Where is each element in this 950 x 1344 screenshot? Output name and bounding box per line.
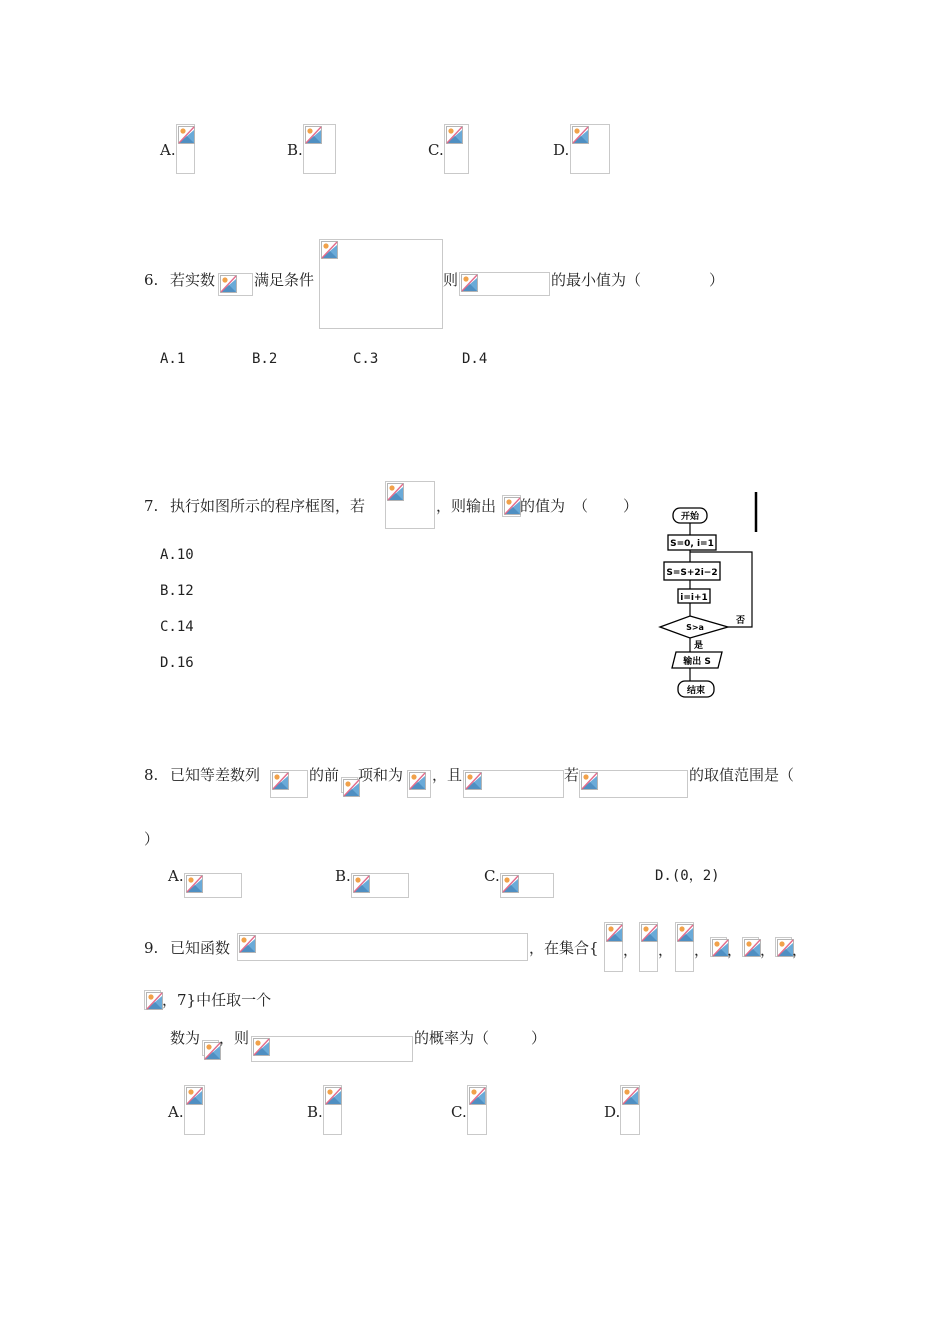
flowchart-update-s-label: S=S+2i−2 <box>666 568 718 578</box>
broken-image-icon <box>353 875 370 893</box>
q9-text-7: ） <box>531 1029 547 1047</box>
broken-image-icon <box>677 924 694 942</box>
broken-image-icon <box>641 924 658 942</box>
q8-text-3: 项和为 <box>358 766 404 784</box>
broken-image-icon <box>502 875 519 893</box>
formula-image <box>184 873 242 898</box>
broken-image-icon <box>461 274 478 292</box>
q8-text-7: ） <box>144 830 160 848</box>
set-element-image <box>144 990 161 1010</box>
q5-option-c: C. <box>428 141 444 159</box>
q9-text-1: 已知函数 <box>170 939 231 957</box>
q6-text-5: ） <box>709 271 725 289</box>
broken-image-icon <box>409 772 426 790</box>
q7-text-1: 执行如图所示的程序框图，若 <box>170 497 366 515</box>
formula-image <box>202 1040 219 1056</box>
formula-image <box>341 777 358 793</box>
q7-number: 7. <box>144 497 159 515</box>
q9-text-4: 数为 <box>170 1029 201 1047</box>
q6-option-b: B.2 <box>252 351 278 367</box>
q8-text-6: 的取值范围是（ <box>689 766 795 784</box>
q9-option-d: D. <box>604 1103 621 1121</box>
flowchart-condition-label: S>a <box>686 623 704 632</box>
broken-image-icon <box>744 939 761 957</box>
set-separator: ， <box>694 941 710 959</box>
broken-image-icon <box>321 241 338 259</box>
formula-image <box>500 873 554 898</box>
q8-text-5: 若 <box>564 766 580 784</box>
formula-image <box>251 1036 413 1062</box>
set-element-image <box>775 937 792 957</box>
broken-image-icon <box>146 992 163 1010</box>
formula-image <box>620 1085 640 1135</box>
q6-text-4: 的最小值为（ <box>551 271 642 289</box>
formula-image <box>218 273 253 296</box>
q9-option-b: B. <box>307 1103 323 1121</box>
broken-image-icon <box>186 875 203 893</box>
q8-text-2: 的前 <box>309 766 340 784</box>
q8-text-1: 已知等差数列 <box>170 766 261 784</box>
function-formula-image <box>237 933 528 961</box>
constraint-system-image <box>319 239 443 329</box>
broken-image-icon <box>186 1087 203 1105</box>
formula-image <box>467 1085 487 1135</box>
formula-image <box>270 770 308 798</box>
formula-image <box>303 124 336 174</box>
q9-option-a: A. <box>168 1103 184 1121</box>
q8-option-b: B. <box>335 867 351 885</box>
set-separator: ， <box>727 941 743 959</box>
formula-image <box>351 873 409 898</box>
flowchart-init-label: S=0, i=1 <box>670 539 714 549</box>
q5-option-a: A. <box>160 141 176 159</box>
formula-image <box>184 1085 205 1135</box>
set-element-image <box>675 922 694 972</box>
broken-image-icon <box>572 126 589 144</box>
set-element-image <box>742 937 759 957</box>
formula-image <box>407 770 431 798</box>
q8-option-a: A. <box>168 867 184 885</box>
broken-image-icon <box>239 935 256 953</box>
broken-image-icon <box>387 483 404 501</box>
q7-option-c: C.14 <box>160 619 194 635</box>
broken-image-icon <box>606 924 623 942</box>
q7-option-d: D.16 <box>160 655 194 671</box>
q9-text-5: ，则 <box>219 1029 250 1047</box>
q9-text-2: ，在集合{ <box>529 939 599 957</box>
set-separator: ， <box>760 941 776 959</box>
flowchart-update-i-label: i=i+1 <box>680 593 708 603</box>
q8-text-4: ，且 <box>432 766 463 784</box>
formula-image <box>444 124 469 174</box>
broken-image-icon <box>581 772 598 790</box>
formula-image <box>463 770 564 798</box>
formula-image <box>176 124 195 174</box>
broken-image-icon <box>253 1038 270 1056</box>
formula-image <box>385 481 435 529</box>
broken-image-icon <box>272 772 289 790</box>
q7-option-b: B.12 <box>160 583 194 599</box>
q9-text-6: 的概率为（ <box>414 1029 490 1047</box>
program-flowchart <box>640 490 765 705</box>
q7-text-2: ，则输出 <box>436 497 497 515</box>
q8-option-c: C. <box>484 867 500 885</box>
flowchart-yes-label: 是 <box>694 641 704 651</box>
formula-image <box>323 1085 342 1135</box>
q9-text-3: ，7}中任取一个 <box>162 991 272 1009</box>
q6-option-a: A.1 <box>160 351 186 367</box>
q6-option-d: D.4 <box>462 351 488 367</box>
set-element-image <box>710 937 727 957</box>
q5-option-b: B. <box>287 141 303 159</box>
set-element-image <box>604 922 623 972</box>
flowchart-start-label: 开始 <box>680 512 700 522</box>
q6-text-1: 若实数 <box>170 271 216 289</box>
formula-image <box>502 495 521 517</box>
set-element-image <box>639 922 658 972</box>
q6-number: 6. <box>144 271 159 289</box>
broken-image-icon <box>305 126 322 144</box>
broken-image-icon <box>465 772 482 790</box>
q7-text-4: （ <box>573 497 589 515</box>
q8-option-d: D.(0，2) <box>655 868 720 884</box>
q7-option-a: A.10 <box>160 547 194 563</box>
formula-image <box>579 770 688 798</box>
q9-number: 9. <box>144 939 159 957</box>
q5-option-d: D. <box>553 141 570 159</box>
broken-image-icon <box>622 1087 639 1105</box>
q6-text-3: 则 <box>443 271 459 289</box>
q9-option-c: C. <box>451 1103 467 1121</box>
broken-image-icon <box>220 275 237 293</box>
broken-image-icon <box>178 126 195 144</box>
flowchart-no-label: 否 <box>736 616 746 626</box>
q6-option-c: C.3 <box>353 351 379 367</box>
set-separator: ， <box>623 941 639 959</box>
formula-image <box>570 124 610 174</box>
q7-text-5: ） <box>623 497 639 515</box>
q6-text-2: 满足条件 <box>254 271 315 289</box>
broken-image-icon <box>469 1087 486 1105</box>
broken-image-icon <box>446 126 463 144</box>
set-separator: ， <box>792 941 808 959</box>
set-separator: ， <box>658 941 674 959</box>
q7-text-3: 的值为 <box>520 497 566 515</box>
broken-image-icon <box>325 1087 342 1105</box>
flowchart-end-label: 结束 <box>686 686 706 696</box>
broken-image-icon <box>504 497 521 515</box>
q8-number: 8. <box>144 766 159 784</box>
flowchart-output-label: 输出 S <box>683 657 711 667</box>
formula-image <box>459 272 550 296</box>
